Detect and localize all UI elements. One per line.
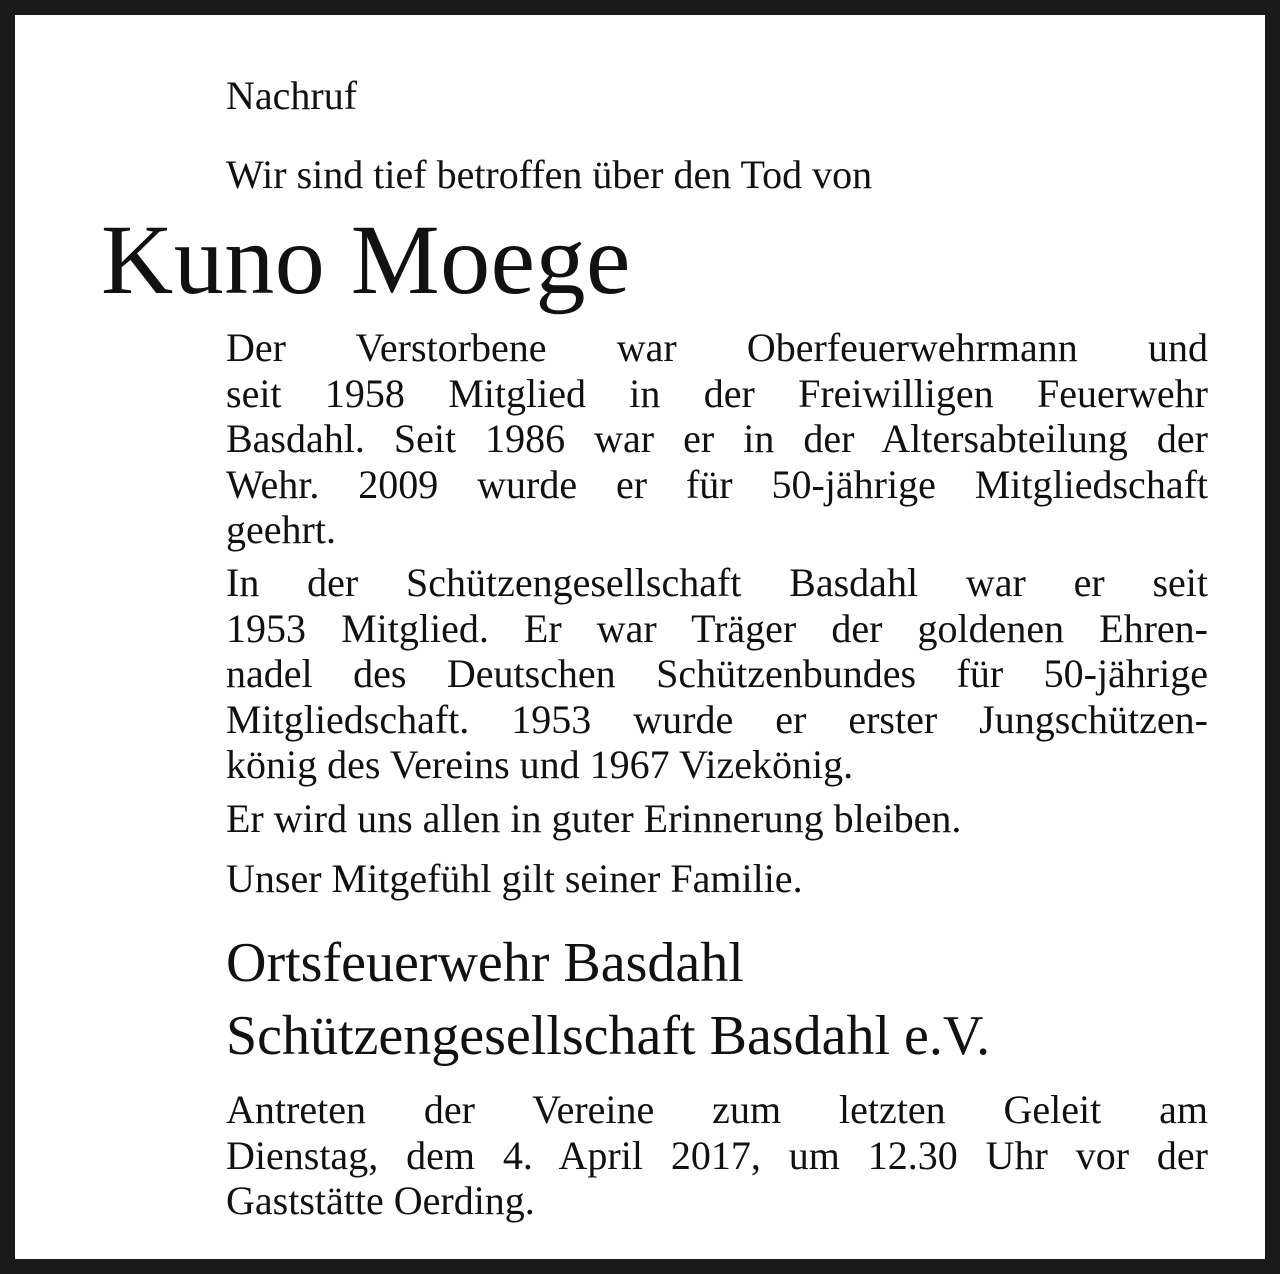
biography-shooting-club — [226, 560, 1208, 788]
condolence-text: Unser Mitgefühl gilt seiner Familie. — [226, 856, 803, 901]
text-line: Der Verstorbene war Oberfeuerwehrmann und — [226, 325, 1208, 370]
text-line: seit 1958 Mitglied in der Freiwilligen Feuerwehr — [226, 370, 1208, 416]
deceased-name: Kuno Moege — [101, 204, 631, 315]
text-line: könig des Vereins und 1967 Vizekönig. — [226, 742, 854, 787]
text-line: nadel des Deutschen Schützenbundes für 50-jährige — [226, 651, 1208, 696]
text-line: In der Schützengesellschaft Basdahl war er seit — [226, 560, 1208, 605]
text-line: Mitgliedschaft. 1953 wurde er erster Jungschützen- — [226, 696, 1208, 742]
funeral-details — [226, 1087, 1208, 1224]
text-line: Wehr. 2009 wurde er für 50-jährige Mitgliedschaft — [226, 461, 1208, 507]
biography-fire-brigade — [226, 325, 1208, 553]
text-line: Antreten der Vereine zum letzten Geleit am — [226, 1087, 1208, 1132]
notice-label: Nachruf — [226, 73, 358, 118]
text-line: Basdahl. Seit 1986 war er in der Altersabteilung der — [226, 416, 1208, 461]
intro-text: Wir sind tief betroffen über den Tod von — [226, 152, 873, 197]
organization-fire-brigade: Ortsfeuerwehr Basdahl — [226, 932, 744, 994]
organization-shooting-club: Schützengesellschaft Basdahl e.V. — [226, 1005, 991, 1067]
remembrance-text: Er wird uns allen in guter Erinnerung bleiben. — [226, 796, 962, 841]
text-line: geehrt. — [226, 507, 336, 552]
text-line: Gaststätte Oerding. — [226, 1178, 535, 1223]
text-line: 1953 Mitglied. Er war Träger der goldenen Ehren- — [226, 605, 1208, 651]
text-line: Dienstag, dem 4. April 2017, um 12.30 Uhr vor der — [226, 1132, 1208, 1178]
